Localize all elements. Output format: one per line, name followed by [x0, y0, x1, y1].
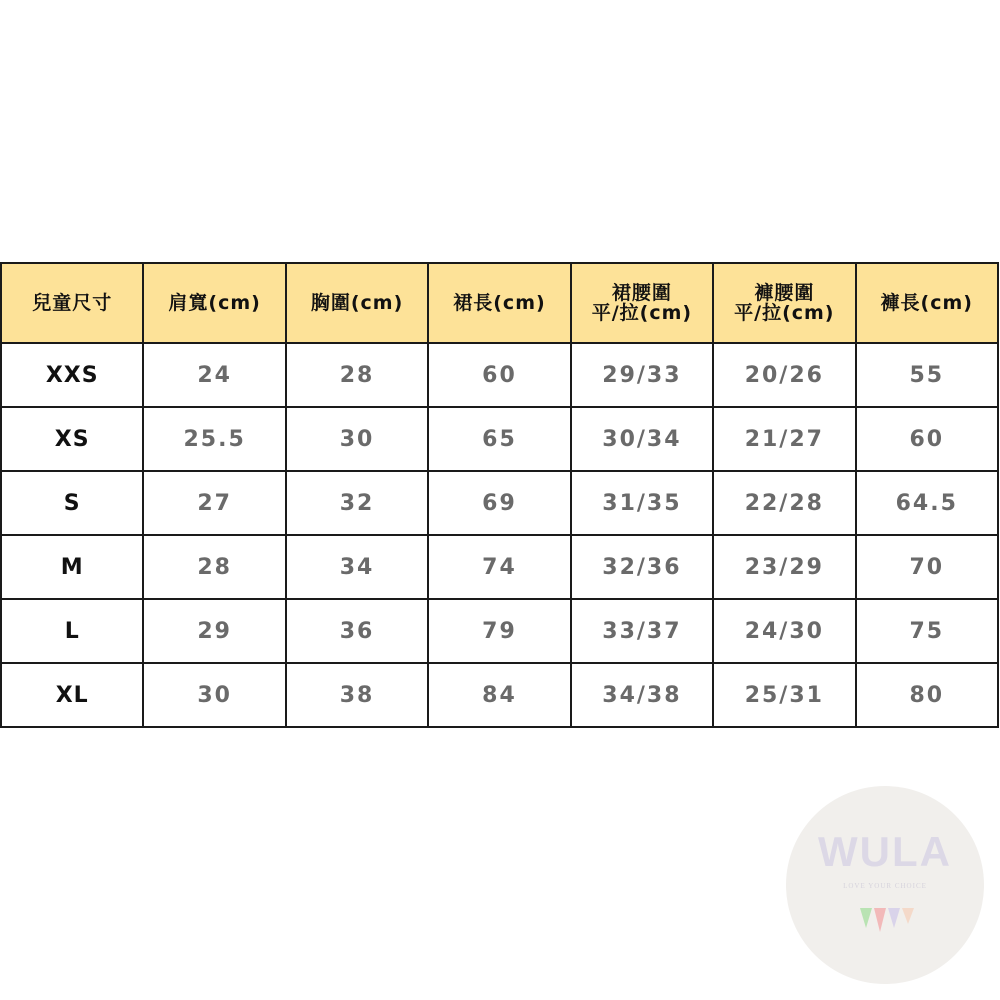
- table-cell: 30: [143, 663, 285, 727]
- size-chart-table: [0, 262, 999, 728]
- table-row: [1, 471, 998, 535]
- table-cell: 36: [286, 599, 428, 663]
- table-cell: 20/26: [713, 343, 855, 407]
- header-chest: 胸圍(cm): [286, 263, 428, 343]
- table-cell: 79: [428, 599, 570, 663]
- table-cell: 23/29: [713, 535, 855, 599]
- table-cell: 74: [428, 535, 570, 599]
- tricolor-flags-icon: [856, 906, 916, 936]
- table-cell: 64.5: [856, 471, 998, 535]
- table-cell: 28: [286, 343, 428, 407]
- table-cell: 29: [143, 599, 285, 663]
- table-cell: 31/35: [571, 471, 713, 535]
- table-cell: 21/27: [713, 407, 855, 471]
- table-cell: 84: [428, 663, 570, 727]
- watermark-tagline: LOVE YOUR CHOICE: [843, 882, 927, 890]
- table-cell: 55: [856, 343, 998, 407]
- table-row: [1, 599, 998, 663]
- table-cell: 65: [428, 407, 570, 471]
- header-pants-length: 褲長(cm): [856, 263, 998, 343]
- header-size: 兒童尺寸: [1, 263, 143, 343]
- table-cell: 32: [286, 471, 428, 535]
- table-cell: 25/31: [713, 663, 855, 727]
- table-cell: 75: [856, 599, 998, 663]
- size-label: XL: [1, 663, 143, 727]
- table-cell: 34/38: [571, 663, 713, 727]
- table-cell: 33/37: [571, 599, 713, 663]
- table-cell: 80: [856, 663, 998, 727]
- size-label: XS: [1, 407, 143, 471]
- table-cell: 60: [856, 407, 998, 471]
- table-cell: 29/33: [571, 343, 713, 407]
- table-cell: 69: [428, 471, 570, 535]
- table-row: [1, 407, 998, 471]
- size-label: M: [1, 535, 143, 599]
- table-cell: 28: [143, 535, 285, 599]
- table-row: [1, 343, 998, 407]
- header-skirt-length: 裙長(cm): [428, 263, 570, 343]
- table-cell: 24/30: [713, 599, 855, 663]
- table-cell: 34: [286, 535, 428, 599]
- header-shoulder: 肩寬(cm): [143, 263, 285, 343]
- brand-watermark: [786, 786, 984, 984]
- table-cell: 32/36: [571, 535, 713, 599]
- table-cell: 25.5: [143, 407, 285, 471]
- table-row: [1, 535, 998, 599]
- table-cell: 24: [143, 343, 285, 407]
- table-row: [1, 663, 998, 727]
- size-label: L: [1, 599, 143, 663]
- table-cell: 27: [143, 471, 285, 535]
- table-cell: 30/34: [571, 407, 713, 471]
- table-cell: 30: [286, 407, 428, 471]
- header-row: [1, 263, 998, 343]
- size-label: XXS: [1, 343, 143, 407]
- table-cell: 70: [856, 535, 998, 599]
- watermark-logo: WULA: [818, 828, 952, 875]
- table-cell: 60: [428, 343, 570, 407]
- header-skirt-waist: 裙腰圍 平/拉(cm): [571, 263, 713, 343]
- header-pants-waist: 褲腰圍 平/拉(cm): [713, 263, 855, 343]
- table-cell: 38: [286, 663, 428, 727]
- table-cell: 22/28: [713, 471, 855, 535]
- size-label: S: [1, 471, 143, 535]
